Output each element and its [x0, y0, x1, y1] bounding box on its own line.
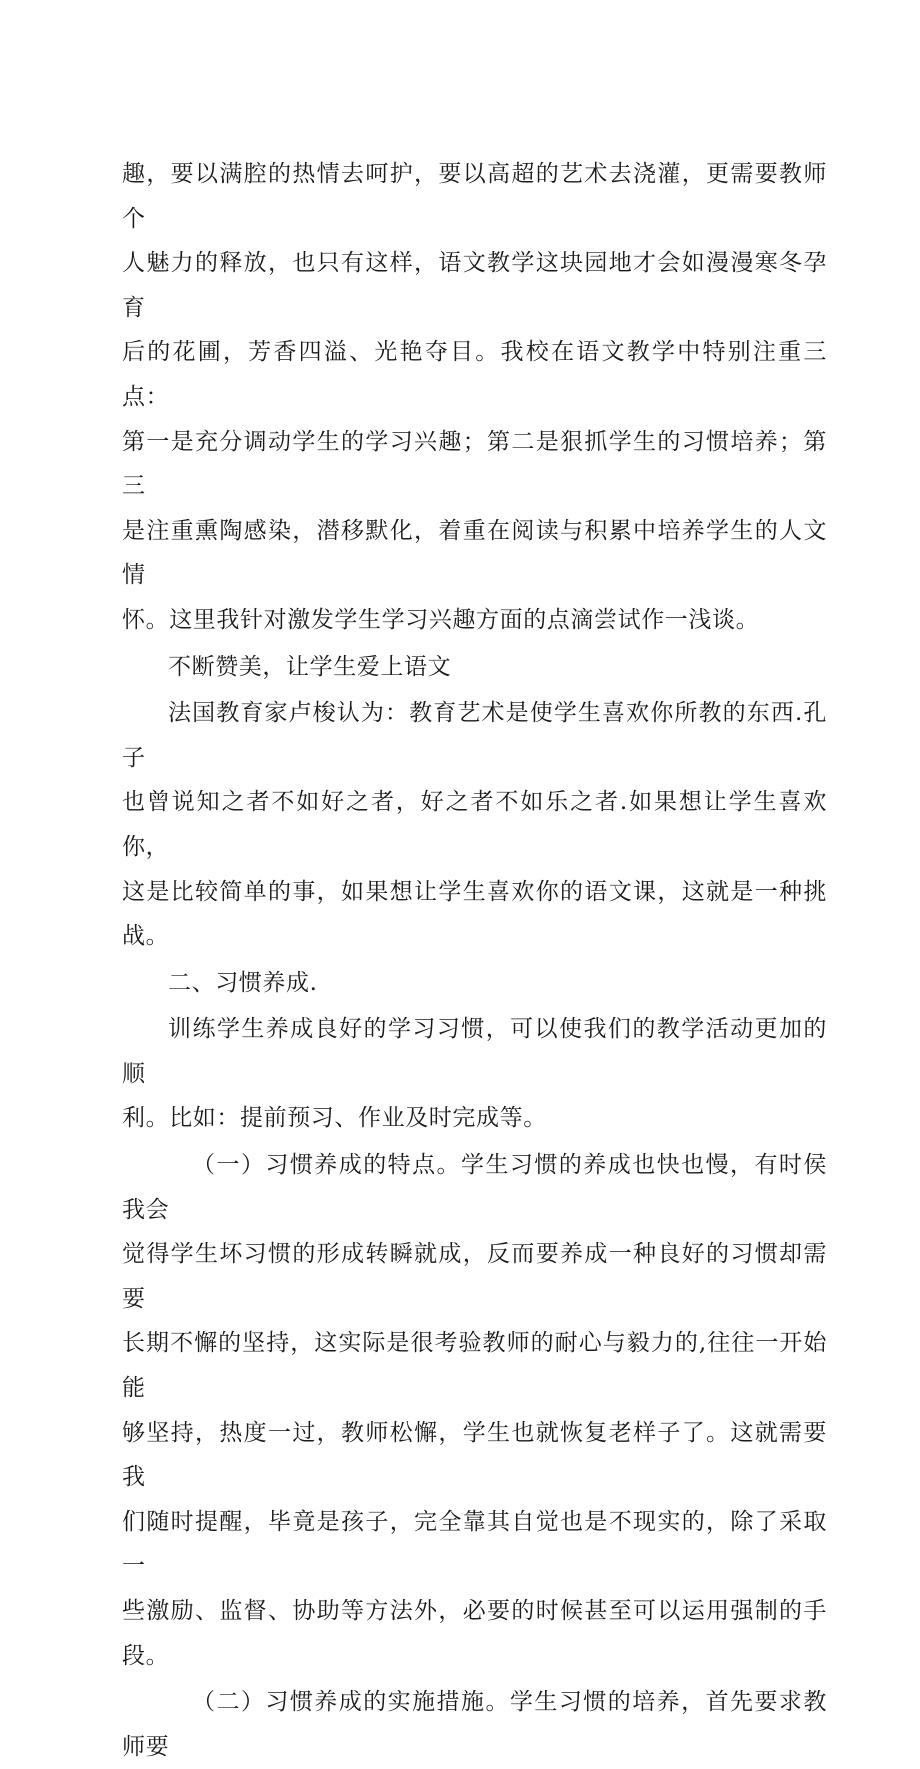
- paragraph-habit-features: （一）习惯养成的特点。学生习惯的养成也快也慢，有时侯我会 觉得学生坏习惯的形成转瞬就成，反而要养成一种良好的习惯却需要 长期不懈的坚持，这实际是很考验教师的耐心与毅力的,往往一开始能 够坚持，热度一过，教师松懈，学生也就恢复老样子了。这就需要我 们随时提醒，毕竟是孩子，完全靠其自觉也是不现实的，除了采取一 些激励、监督、协助等方法外，必要的时候甚至可以运用强制的手段。: [122, 1152, 827, 1669]
- paragraph-training: 训练学生养成良好的学习习惯，可以使我们的教学活动更加的顺 利。比如：提前预习、作业及时完成等。: [122, 1016, 827, 1132]
- section-heading-praise: 不断赞美，让学生爱上语文: [168, 653, 452, 680]
- paragraph-continuation: 趣，要以满腔的热情去呵护，要以高超的艺术去浇灌，更需要教师个 人魅力的释放，也只有这样，语文教学这块园地才会如漫漫寒冬孕育 后的花圃，芳香四溢、光艳夺目。我校在语文教学中特别注重三点： 第一是充分调动学生的学习兴趣；第二是狠抓学生的习惯培养；第三 是注重熏陶感染，潜移默化，着重在阅读与积累中培养学生的人文情 怀。这里我针对激发学生学习兴趣方面的点滴尝试作一浅谈。: [122, 161, 827, 633]
- paragraph-rousseau: 法国教育家卢梭认为：教育艺术是使学生喜欢你所教的东西.孔子 也曾说知之者不如好之者，好之者不如乐之者.如果想让学生喜欢你， 这是比较简单的事，如果想让学生喜欢你的语文课，这就是一种挑战。: [122, 700, 827, 950]
- section-heading-habits: 二、习惯养成.: [168, 969, 318, 996]
- paragraph-habit-measures: （二）习惯养成的实施措施。学生习惯的培养，首先要求教师要: [122, 1689, 827, 1760]
- document-body: [122, 152, 827, 1769]
